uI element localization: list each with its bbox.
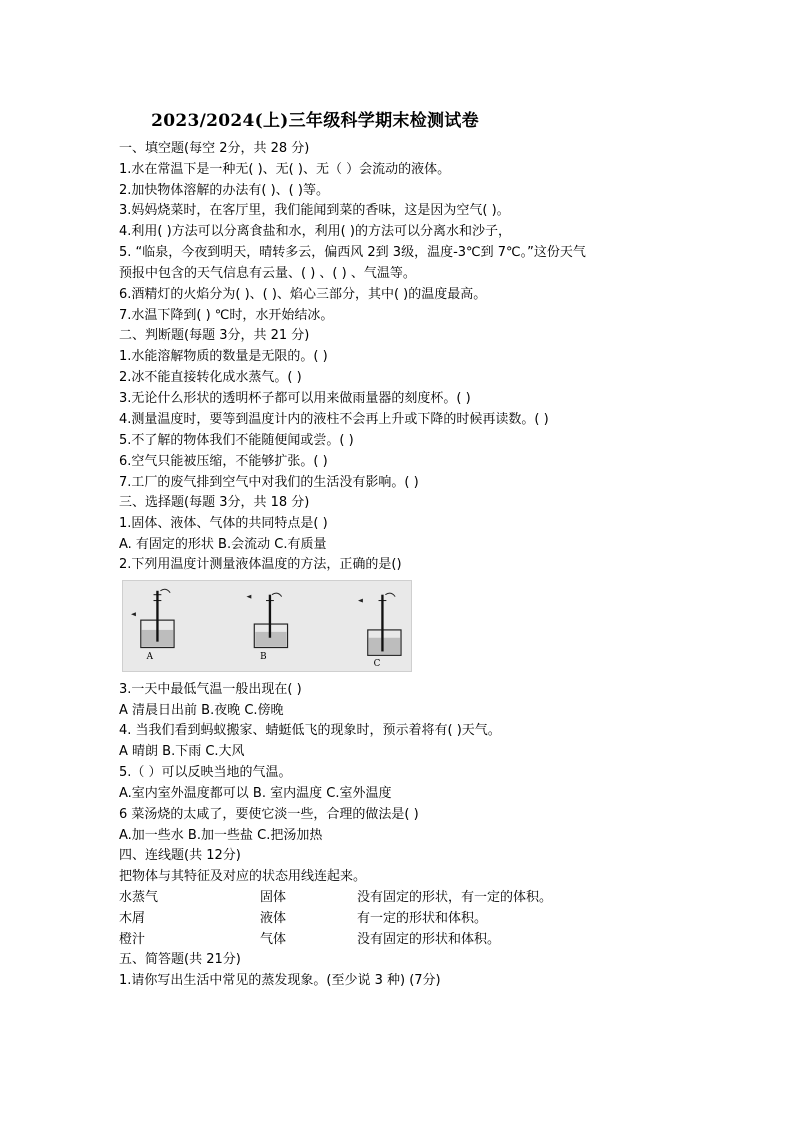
matching-left-item: 木屑 [119,911,146,926]
section-fill-blank-heading: 一、填空题(每空 2分，共 28 分) [119,141,310,156]
thermometer-diagram [122,580,412,672]
question-line: 2.冰不能直接转化成水蒸气。( ) [119,370,302,385]
question-line: 1.水在常温下是一种无( )、无( )、无（ ）会流动的液体。 [119,162,451,177]
question-line: 6 菜汤烧的太咸了，要使它淡一些，合理的做法是( ) [119,807,419,822]
options-line: A 晴朗 B.下雨 C.大风 [119,744,245,759]
question-line: 2.下列用温度计测量液体温度的方法，正确的是() [119,557,402,572]
question-line: 2.加快物体溶解的办法有( )、( )等。 [119,183,329,198]
question-line: 5.（ ）可以反映当地的气温。 [119,765,292,780]
diagram-label-b: B [260,652,267,663]
question-line: 1.固体、液体、气体的共同特点是( ) [119,516,328,531]
question-line: 6.空气只能被压缩，不能够扩张。( ) [119,454,328,469]
question-line: 7.水温下降到( ) ℃时，水开始结冰。 [119,308,334,323]
options-line: A.加一些水 B.加一些盐 C.把汤加热 [119,828,323,843]
question-line: 3.无论什么形状的透明杯子都可以用来做雨量器的刻度杯。( ) [119,391,471,406]
question-line: 5. “临泉，今夜到明天，晴转多云，偏西风 2到 3级，温度-3℃到 7℃。”这份天气 [119,245,586,260]
options-line: A. 有固定的形状 B.会流动 C.有质量 [119,537,327,552]
section-true-false-heading: 二、判断题(每题 3分，共 21 分) [119,328,310,343]
beaker-c [358,593,401,655]
question-line: 7.工厂的废气排到空气中对我们的生活没有影响。( ) [119,475,419,490]
question-line: 5.不了解的物体我们不能随便闻或尝。( ) [119,433,354,448]
beaker-b [246,593,287,647]
matching-right-item: 没有固定的形状和体积。 [357,932,501,947]
matching-middle-item: 液体 [260,911,287,926]
question-line: 3.一天中最低气温一般出现在( ) [119,682,302,697]
diagram-label-c: C [373,659,381,670]
question-line: 4.测量温度时，要等到温度计内的液柱不会再上升或下降的时候再读数。( ) [119,412,549,427]
matching-left-item: 橙汁 [119,932,146,947]
matching-middle-item: 气体 [260,932,287,947]
matching-instruction: 把物体与其特征及对应的状态用线连起来。 [119,869,367,884]
diagram-label-a: A [146,652,154,663]
question-line: 1.水能溶解物质的数量是无限的。( ) [119,349,328,364]
question-line: 4. 当我们看到蚂蚁搬家、蜻蜓低飞的现象时，预示着将有( )天气。 [119,723,501,738]
matching-right-item: 有一定的形状和体积。 [357,911,488,926]
section-multiple-choice-heading: 三、选择题(每题 3分，共 18 分) [119,495,310,510]
beaker-a [131,589,174,647]
options-line: A.室内室外温度都可以 B. 室内温度 C.室外温度 [119,786,392,801]
matching-left-item: 水蒸气 [119,890,159,905]
question-line: 4.利用( )方法可以分离食盐和水，利用( )的方法可以分离水和沙子， [119,224,511,239]
thermometer-diagram-svg [123,581,411,671]
matching-right-item: 没有固定的形状，有一定的体积。 [357,890,553,905]
question-line: 预报中包含的天气信息有云量、( ) 、( ) 、气温等。 [119,266,416,281]
question-line: 3.妈妈烧菜时，在客厅里，我们能闻到菜的香味，这是因为空气( )。 [119,203,510,218]
options-line: A 清晨日出前 B.夜晚 C.傍晚 [119,703,284,718]
exam-title: 2023/2024(上)三年级科学期末检测试卷 [151,111,479,131]
question-line: 6.酒精灯的火焰分为( )、( )、焰心三部分，其中( )的温度最高。 [119,287,487,302]
section-short-answer-heading: 五、简答题(共 21分) [119,952,241,967]
question-line: 1.请你写出生活中常见的蒸发现象。(至少说 3 种) (7分) [119,973,441,988]
section-matching-heading: 四、连线题(共 12分) [119,848,241,863]
matching-middle-item: 固体 [260,890,287,905]
